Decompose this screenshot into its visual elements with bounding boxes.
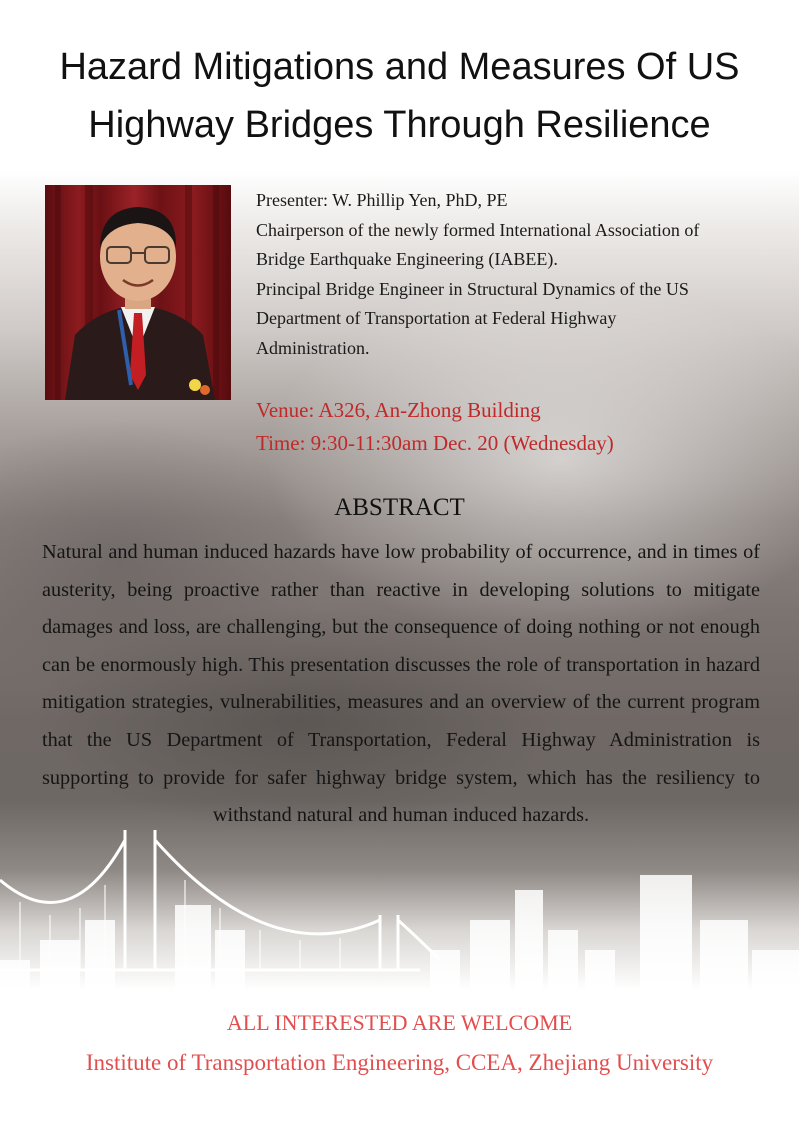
presenter-role-1: Chairperson of the newly formed International Association of [256,219,700,240]
presenter-info [256,186,776,363]
venue-text: Venue: A326, An-Zhong Building [256,398,541,422]
institute-text: Institute of Transportation Engineering, CCEA, Zhejiang University [85,1050,714,1075]
presenter-photo [45,185,231,400]
presenter-portrait-icon [45,185,231,400]
poster-title [20,38,779,154]
title-line-2: Highway Bridges Through Resilience [88,104,711,146]
abstract-heading: ABSTRACT [334,494,465,521]
title-line-1: Hazard Mitigations and Measures Of US [59,46,740,88]
time-text: Time: 9:30-11:30am Dec. 20 (Wednesday) [256,431,614,455]
presenter-role-5: Administration. [256,337,370,358]
welcome-text: ALL INTERESTED ARE WELCOME [226,1010,573,1035]
abstract-body: Natural and human induced hazards have low probability of occurrence, and in times of austerity, being proactive rather than reactive in developing solutions to mitigate damages and loss, are challenging, but the consequence of doing nothing or not enough can be enormously high. This presentation discusses the role of transportation in hazard mitigation strategies, vulnerabilities, measures and an overview of the current program that the US Department of Transportation, Federal Highway Administration is supporting to provide for safer highway bridge system, which has the resiliency to withstand natural and human induced hazards. [42,541,760,827]
presenter-role-2: Bridge Earthquake Engineering (IABEE). [256,249,558,269]
presenter-role-3: Principal Bridge Engineer in Structural Dynamics of the US [256,278,689,299]
presenter-role-4: Department of Transportation at Federal Highway [256,308,617,328]
event-details [256,394,776,460]
presenter-name: Presenter: W. Phillip Yen, PhD, PE [256,190,508,210]
